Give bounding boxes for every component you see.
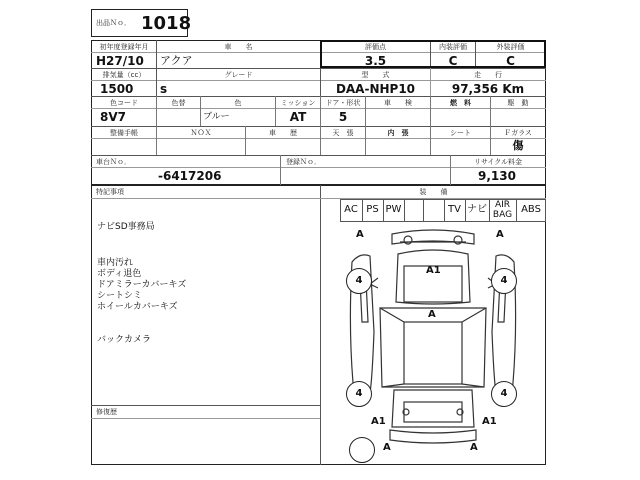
mark-rear-right: A1	[482, 416, 497, 427]
vehicle-check-label: 車 検	[384, 99, 412, 107]
fuel-label: 燃 料	[450, 99, 471, 107]
model-name-value: アクア	[160, 54, 193, 67]
score-label: 評価点	[365, 43, 386, 51]
color-tone-label: 色替	[171, 99, 186, 107]
mark-right-front-wheel: 4	[491, 268, 517, 294]
color-label: 色	[234, 99, 242, 107]
notes-label: 特記事項	[96, 188, 124, 196]
interior-trim-label: 内 張	[387, 129, 409, 137]
equip-navi: ナビ	[467, 204, 487, 215]
notes-line-last: バックカメラ	[97, 335, 152, 345]
manual-label: 整備手帳	[110, 129, 138, 137]
color-code-label: 色コード	[110, 99, 138, 107]
exterior-score-label: 外装評価	[496, 43, 525, 51]
grade-label: グレード	[224, 71, 253, 79]
doors-value: 5	[338, 110, 348, 124]
first-reg-label: 初年度登録年月	[99, 43, 149, 51]
interior-score-value: C	[448, 54, 458, 68]
model-type-label: 型 式	[361, 71, 390, 79]
damage-note-5: ホイールカバーキズ	[97, 302, 178, 312]
equip-tv: TV	[448, 204, 461, 215]
recycle-fee-value: 9,130	[478, 169, 516, 183]
damage-note-3: ドアミラーカバーキズ	[97, 280, 187, 290]
model-name-label: 車 名	[224, 43, 253, 51]
recycle-fee-label: リサイクル料金	[473, 158, 523, 166]
transmission-value: AT	[289, 110, 307, 124]
sunroof-label: 天 張	[332, 129, 354, 137]
mileage-value: 97,356 Km	[451, 82, 525, 96]
grade-value: s	[160, 82, 168, 96]
equip-ps: PS	[366, 204, 379, 215]
color-code-value: 8V7	[100, 110, 126, 124]
notes-line-1: ナビSD事務局	[97, 222, 155, 232]
mark-bottom-right: A	[470, 442, 478, 453]
f-glass-label: Ｆガラス	[504, 129, 532, 137]
mark-top-left: A	[356, 229, 364, 240]
color-value: ブルー	[203, 112, 230, 122]
equip-ac: AC	[344, 204, 358, 215]
mark-left-rear-wheel: 4	[346, 381, 372, 407]
f-glass-value: 傷	[512, 139, 524, 152]
transmission-label: ミッション	[280, 99, 316, 107]
history-label: 車 歴	[269, 129, 297, 137]
empty-circle	[349, 437, 375, 463]
doors-label: ドア・形状	[325, 99, 361, 107]
seat-label: シート	[450, 129, 471, 137]
first-reg-value: H27/10	[96, 54, 144, 68]
score-value: 3.5	[364, 54, 387, 68]
reg-no-label: 登録Ｎｏ．	[286, 158, 321, 166]
mark-rear-left: A1	[371, 416, 386, 427]
damage-note-4: シートシミ	[97, 291, 143, 301]
mark-top-right: A	[496, 229, 504, 240]
exterior-score-value: C	[506, 54, 515, 68]
model-type-value: DAA-NHP10	[335, 82, 416, 96]
repair-history-label: 修復歴	[96, 408, 117, 416]
equipment-label: 装 備	[419, 188, 448, 196]
mark-left-front-wheel: 4	[346, 268, 372, 294]
lot-number-label: 出品Ｎｏ．	[96, 19, 131, 27]
lot-number: 1018	[141, 13, 192, 34]
mark-bottom-left: A	[383, 442, 391, 453]
chassis-no-label: 車台Ｎｏ．	[96, 158, 131, 166]
chassis-no-value: -6417206	[158, 169, 222, 183]
mileage-label: 走 行	[474, 71, 502, 79]
interior-score-label: 内装評価	[439, 43, 467, 51]
displacement-label: 排気量（cc）	[102, 71, 146, 79]
damage-note-2: ボディ退色	[97, 269, 142, 279]
mark-roof: A1	[426, 265, 441, 276]
equip-airbag: AIR BAG	[492, 200, 513, 220]
mark-hood: A	[428, 309, 436, 320]
displacement-value: 1500	[100, 82, 134, 96]
equip-abs: ABS	[521, 204, 541, 215]
car-diagram	[320, 222, 546, 465]
drive-label: 駆 動	[507, 99, 529, 107]
mark-right-rear-wheel: 4	[491, 381, 517, 407]
damage-note-1: 車内汚れ	[97, 258, 134, 268]
equip-pw: PW	[385, 204, 402, 215]
nox-label: ＮＯＸ	[190, 129, 212, 137]
